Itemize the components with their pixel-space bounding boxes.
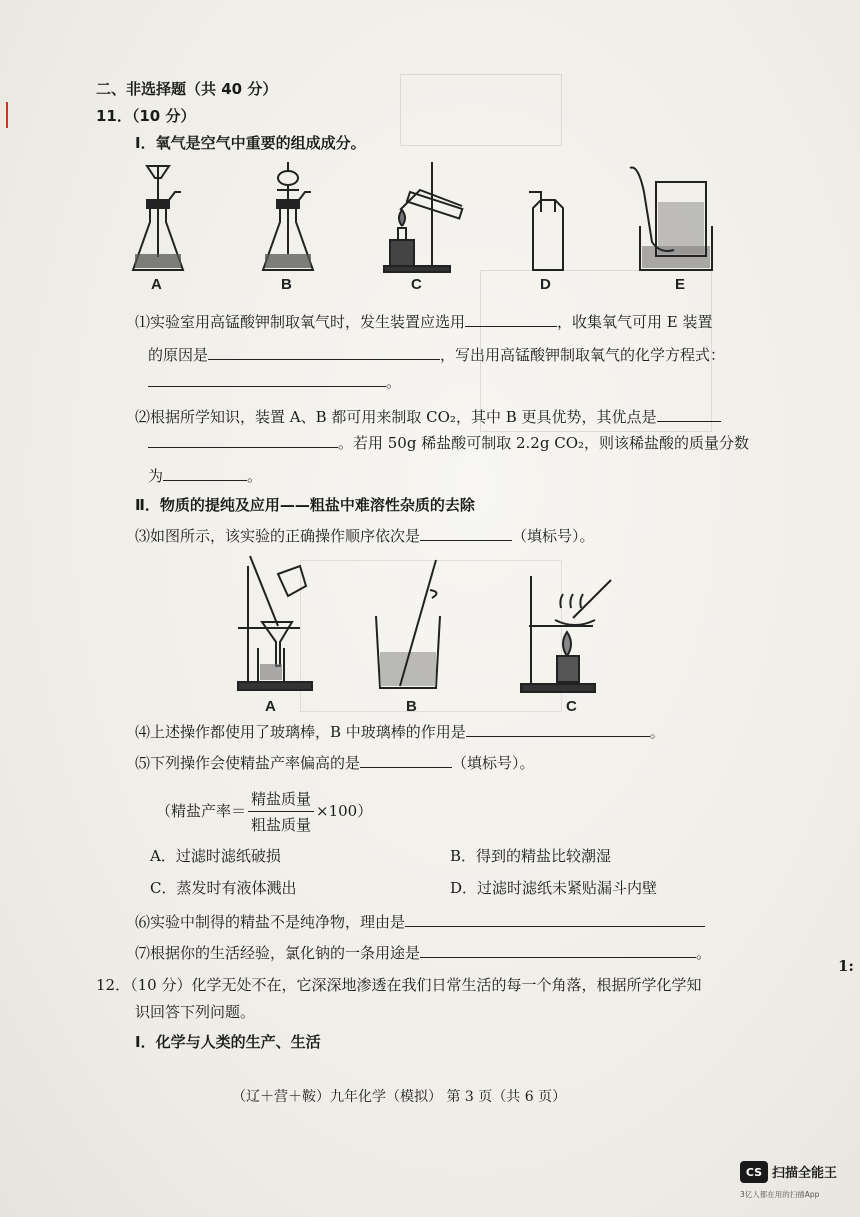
margin-red-mark (6, 102, 8, 128)
answer-blank[interactable] (657, 407, 721, 422)
answer-blank[interactable] (466, 722, 650, 737)
q11-sub1-line2: 的原因是 ，写出用高锰酸钾制取氧气的化学方程式： (148, 346, 726, 364)
apparatus-d-bottle (529, 192, 563, 270)
answer-blank[interactable] (208, 345, 440, 360)
operation-c-evaporation (521, 576, 611, 692)
q11-sub2-line2: 。若用 50g 稀盐酸可制取 2.2g CO₂，则该稀盐酸的质量分数 (148, 433, 749, 453)
answer-blank[interactable] (148, 433, 338, 448)
op-label-a: A (265, 698, 276, 715)
option-d: D．过滤时滤纸未紧贴漏斗内壁 (450, 879, 658, 897)
apparatus-a-flask (133, 166, 183, 270)
scanner-watermark (740, 1159, 840, 1203)
q11-number: 11．（10 分） (96, 107, 196, 125)
camscanner-logo-icon: CS (740, 1161, 768, 1183)
operation-b-dissolving (376, 560, 440, 688)
operations-figure (230, 556, 650, 716)
bleed-through-grid (400, 74, 562, 146)
q11-sub2-line1: ⑵根据所学知识，装置 A、B 都可用来制取 CO₂，其中 B 更具优势，其优点是 (135, 407, 721, 427)
q12-line2: 识回答下列问题。 (135, 1003, 256, 1021)
q11-sub7: ⑺根据你的生活经验，氯化钠的一条用途是 。 (135, 944, 712, 962)
yield-formula: （精盐产率＝ $\frac{\text{精盐质量}}{\text{粗盐质量}}$ ×100） (156, 790, 373, 834)
op-label-c: C (566, 698, 577, 715)
q11-sub5: ⑸下列操作会使精盐产率偏高的是 （填标号）。 (135, 754, 535, 772)
apparatus-e-water-trough (630, 168, 712, 271)
scanner-slogan: 3亿人都在用的扫描App (740, 1190, 820, 1199)
answer-blank[interactable] (465, 312, 557, 327)
operation-a-filtration (238, 556, 312, 690)
q12-line1: 12．（10 分）化学无处不在，它深深地渗透在我们日常生活的每一个角落，根据所学化学知 (96, 976, 702, 994)
op-label-b: B (406, 698, 417, 715)
answer-blank[interactable] (420, 526, 512, 541)
label-c: C (411, 276, 422, 293)
answer-blank[interactable] (360, 753, 452, 768)
label-a: A (151, 276, 162, 293)
label-b: B (281, 276, 292, 293)
margin-fragment: 1: (838, 957, 854, 975)
apparatus-b-flask (263, 162, 313, 270)
label-e: E (675, 276, 686, 293)
page-footer: （辽＋营＋鞍）九年化学（模拟） 第 3 页（共 6 页） (232, 1089, 567, 1105)
apparatus-c-heating (384, 162, 462, 272)
q11-sub4: ⑷上述操作都使用了玻璃棒，B 中玻璃棒的作用是 。 (135, 723, 665, 741)
answer-blank[interactable] (148, 372, 386, 387)
q11-sub6: ⑹实验中制得的精盐不是纯净物，理由是 (135, 912, 705, 932)
scanner-app-name: 扫描全能王 (772, 1166, 838, 1181)
q11-part1-title: Ⅰ．氧气是空气中重要的组成成分。 (135, 134, 366, 152)
option-a: A．过滤时滤纸破损 (150, 847, 281, 865)
formula-fraction: $\frac{\text{精盐质量}}{\text{粗盐质量}}$ (248, 788, 314, 836)
label-d: D (540, 276, 551, 293)
answer-blank[interactable] (163, 466, 247, 481)
q11-sub2-line3: 为 。 (148, 467, 263, 485)
option-c: C．蒸发时有液体溅出 (150, 879, 297, 897)
q11-sub1-line1: ⑴实验室用高锰酸钾制取氧气时，发生装置应选用 ，收集氧气可用 E 装置 (135, 313, 713, 331)
answer-blank[interactable] (420, 943, 696, 958)
q11-sub1-line3: 。 (148, 372, 401, 392)
q11-sub3: ⑶如图所示，该实验的正确操作顺序依次是 （填标号）。 (135, 527, 595, 545)
section-heading: 二、非选择题（共 40 分） (96, 80, 278, 98)
option-b: B．得到的精盐比较潮湿 (450, 847, 612, 865)
q11-part2-title: Ⅱ．物质的提纯及应用——粗盐中难溶性杂质的去除 (135, 496, 475, 514)
answer-blank[interactable] (405, 912, 705, 927)
q12-part1-title: Ⅰ．化学与人类的生产、生活 (135, 1033, 321, 1051)
apparatus-figure (125, 162, 735, 293)
